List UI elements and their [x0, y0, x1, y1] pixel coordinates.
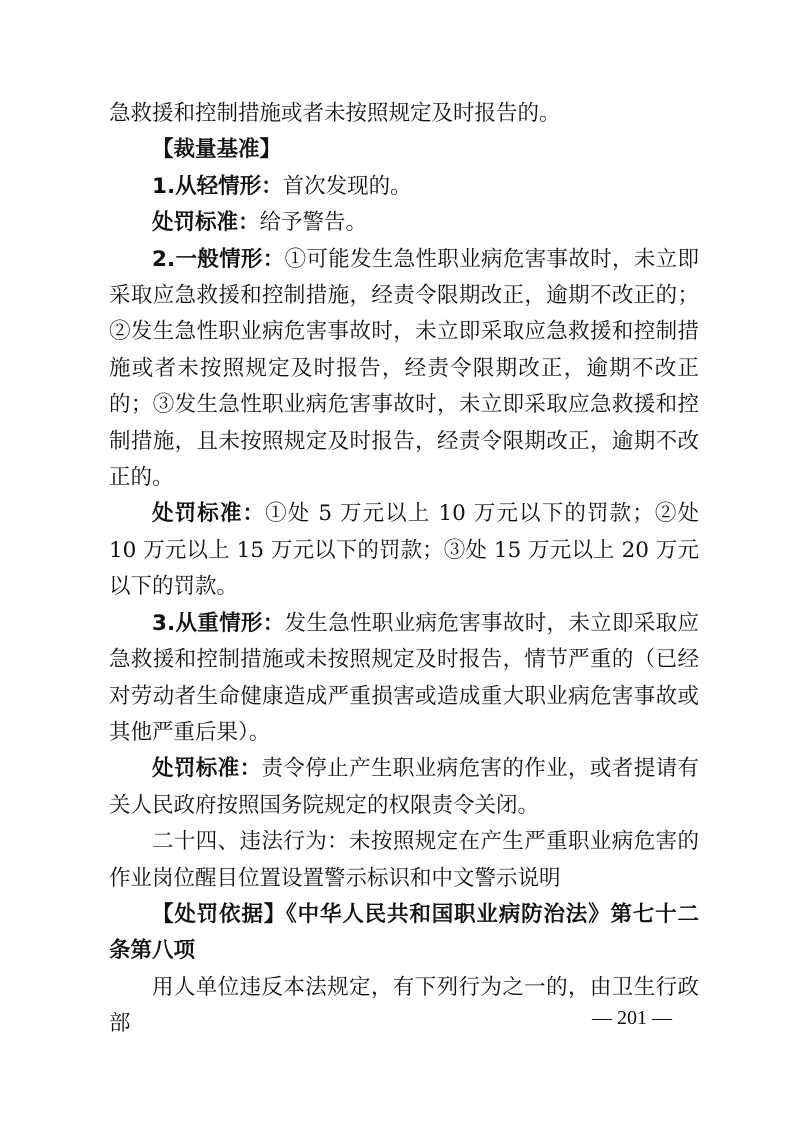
paragraph-severe-case: 3.从重情形：发生急性职业病危害事故时，未立即采取应急救援和控制措施或未按照规定及时报告，情节严重的（已经对劳动者生命健康造成严重损害或造成重大职业病危害事故或其他严重后果）。: [109, 610, 699, 745]
paragraph-general-case: 2.一般情形：①可能发生急性职业病危害事故时，未立即采取应急救援和控制措施，经责令限期改正，逾期不改正的；②发生急性职业病危害事故时，未立即采取应急救援和控制措施或者未按照规定及时报告，经责令限期改正，逾期不改正的；③发生急性职业病危害事故时，未立即采取应急救援和控制措施，且未按照规定及时报告，经责令限期改正，逾期不改正的。: [109, 246, 699, 491]
heading-discretion-standard: 【裁量基准】: [152, 137, 282, 163]
paragraph-penalty-general: 处罚标准：①处 5 万元以上 10 万元以下的罚款；②处 10 万元以上 15 万元以下的罚款；③处 15 万元以上 20 万元以下的罚款。: [109, 501, 699, 600]
paragraph-violation-24: 二十四、违法行为：未按照规定在产生严重职业病危害的作业岗位醒目位置设置警示标识和中文警示说明: [109, 829, 699, 891]
paragraph-penalty-severe: 处罚标准：责令停止产生职业病危害的作业，或者提请有关人民政府按照国务院规定的权限责令关闭。: [109, 756, 699, 818]
page-number: — 201 —: [592, 1007, 672, 1029]
heading-penalty-basis: 【处罚依据】《中华人民共和国职业病防治法》第七十二条第八项: [109, 901, 699, 964]
paragraph-continuation: 急救援和控制措施或者未按照规定及时报告的。: [109, 101, 561, 126]
paragraph-lenient-case: 1.从轻情形：首次发现的。: [152, 173, 412, 199]
paragraph-law-text: 用人单位违反本法规定，有下列行为之一的，由卫生行政部: [109, 974, 699, 1037]
paragraph-penalty-lenient: 处罚标准：给予警告。: [152, 210, 368, 236]
document-body: [109, 96, 699, 1043]
